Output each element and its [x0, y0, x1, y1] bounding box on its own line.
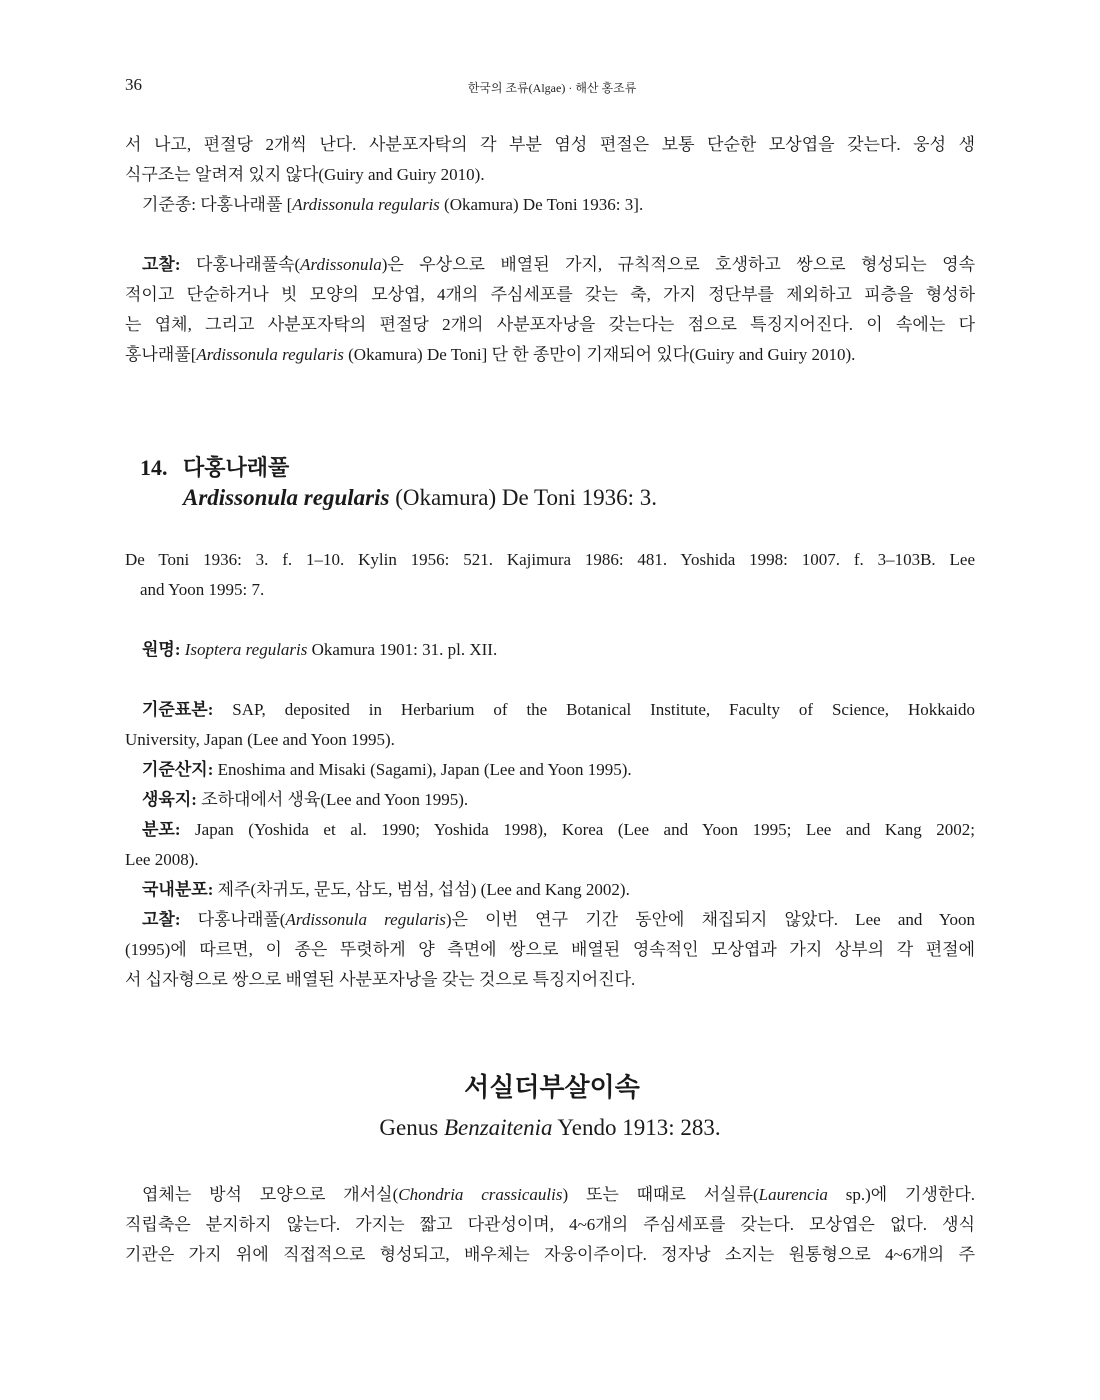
text-segment: 홍나래풀[	[125, 345, 197, 364]
species-number: 14.	[140, 455, 168, 480]
text-line: 식구조는 알려져 있지 않다(Guiry and Guiry 2010).	[125, 165, 485, 184]
species-heading	[140, 453, 975, 513]
text-line: 기관은 가지 위에 직접적으로 형성되고, 배우체는 자웅이주이다. 정자낭 소지는 원통형으로 4~6개의 주	[125, 1245, 975, 1264]
reference-line: De Toni 1936: 3. f. 1–10. Kylin 1956: 521. Kajimura 1986: 481. Yoshida 1998: 1007. f. 3–103B. Lee	[125, 550, 975, 569]
scientific-name: Ardissonula regularis	[196, 345, 344, 364]
type-locality-label: 기준산지:	[142, 760, 214, 779]
basionym-line	[125, 635, 975, 665]
text-segment: 다홍나래풀 [	[196, 195, 293, 214]
species-details	[125, 695, 975, 995]
reference-line: and Yoon 1995: 7.	[140, 580, 265, 599]
korean-distribution-label: 국내분포:	[142, 880, 214, 899]
text-segment: 다홍나래풀속(	[180, 255, 301, 274]
habitat-label: 생육지:	[142, 790, 197, 809]
page-number: 36	[125, 75, 142, 94]
text-segment: )은 이번 연구 기간 동안에 채집되지 않았다. Lee and Yoon	[445, 910, 975, 929]
genus-authority: Yendo 1913: 283.	[552, 1115, 721, 1140]
text-segment: Enoshima and Misaki (Sagami), Japan (Lee and Yoon 1995).	[213, 760, 632, 779]
text-line: 서 나고, 편절당 2개씩 난다. 사분포자탁의 각 부분 염성 편절은 보통 단순한 모상엽을 갖는다. 웅성 생	[125, 135, 975, 154]
remarks-label: 고찰:	[142, 910, 181, 929]
genus-korean-name: 서실더부살이속	[464, 1073, 640, 1102]
genus-description	[125, 130, 975, 220]
scientific-name: Ardissonula regularis	[285, 910, 446, 929]
scientific-name: Chondria crassicaulis	[398, 1185, 563, 1204]
text-segment: )은 우상으로 배열된 가지, 규칙적으로 호생하고 쌍으로 형성되는 영속	[381, 255, 975, 274]
genus-heading	[0, 1068, 1100, 1145]
type-specimen-line	[125, 695, 975, 725]
text-line: 직립축은 분지하지 않는다. 가지는 짧고 다관성이며, 4~6개의 주심세포를 갖는다. 모상엽은 없다. 생식	[125, 1215, 975, 1234]
korean-distribution-line	[125, 875, 975, 905]
text-line	[125, 250, 975, 280]
basionym-citation: Okamura 1901: 31. pl. XII.	[307, 640, 498, 659]
scientific-name: Ardissonula	[300, 255, 382, 274]
text-line	[125, 340, 975, 370]
genus-benzaitenia-description	[125, 1180, 975, 1270]
text-segment: 제주(차귀도, 문도, 삼도, 범섬, 섭섬) (Lee and Kang 2002).	[213, 880, 630, 899]
genus-prefix: Genus	[379, 1115, 444, 1140]
type-specimen-label: 기준표본:	[142, 700, 214, 719]
genus-scientific-line	[0, 1111, 1100, 1145]
basionym-label: 원명:	[142, 640, 181, 659]
text-segment: (Okamura) De Toni] 단 한 종만이 기재되어 있다(Guiry and Guiry 2010).	[343, 345, 856, 364]
text-segment: sp.)에 기생한다.	[827, 1185, 975, 1204]
scientific-name: Laurencia	[758, 1185, 828, 1204]
text-line: 서 십자형으로 쌍으로 배열된 사분포자낭을 갖는 것으로 특징지어진다.	[125, 970, 636, 989]
scientific-name: Isoptera regularis	[184, 640, 308, 659]
habitat-line	[125, 785, 975, 815]
text-segment: 조하대에서 생육(Lee and Yoon 1995).	[196, 790, 469, 809]
genus-scientific-name: Benzaitenia	[443, 1115, 553, 1140]
text-segment: 엽체는 방석 모양으로 개서실(	[142, 1185, 399, 1204]
text-segment: ) 또는 때때로 서실류(	[562, 1185, 759, 1204]
text-segment: Japan (Yoshida et al. 1990; Yoshida 1998), Korea (Lee and Yoon 1995; Lee and Kang 2002;	[180, 820, 975, 839]
species-title	[140, 453, 975, 483]
text-line: University, Japan (Lee and Yoon 1995).	[125, 730, 395, 749]
scientific-name: Ardissonula regularis	[292, 195, 440, 214]
text-segment: 다홍나래풀(	[180, 910, 286, 929]
species-scientific-line	[140, 483, 975, 513]
distribution-label: 분포:	[142, 820, 181, 839]
text-line: Lee 2008).	[125, 850, 199, 869]
species-authority: (Okamura) De Toni 1936: 3.	[389, 485, 657, 510]
species-scientific-name: Ardissonula regularis	[183, 485, 390, 510]
text-line: 는 엽체, 그리고 사분포자탁의 편절당 2개의 사분포자낭을 갖는다는 점으로 특징지어진다. 이 속에는 다	[125, 315, 975, 334]
remarks-label: 고찰:	[142, 255, 181, 274]
text-line: (1995)에 따르면, 이 종은 뚜렷하게 양 측면에 쌍으로 배열된 영속적인 모상엽과 가지 상부의 각 편절에	[125, 940, 975, 959]
type-locality-line	[125, 755, 975, 785]
text-line: 적이고 단순하거나 빗 모양의 모상엽, 4개의 주심세포를 갖는 축, 가지 정단부를 제외하고 피층을 형성하	[125, 285, 975, 304]
type-species-label: 기준종:	[142, 195, 196, 214]
species-korean-name: 다홍나래풀	[183, 455, 290, 480]
genus-remarks	[125, 250, 975, 370]
species-remarks-line	[125, 905, 975, 935]
running-title: 한국의 조류(Algae) · 해산 홍조류	[467, 81, 637, 95]
basionym	[125, 635, 975, 665]
text-segment: SAP, deposited in Herbarium of the Botanical Institute, Faculty of Science, Hokkaido	[213, 700, 975, 719]
species-references	[125, 545, 975, 605]
type-species-line	[125, 190, 975, 220]
text-line	[125, 1180, 975, 1210]
text-segment: (Okamura) De Toni 1936: 3].	[439, 195, 644, 214]
distribution-line	[125, 815, 975, 845]
